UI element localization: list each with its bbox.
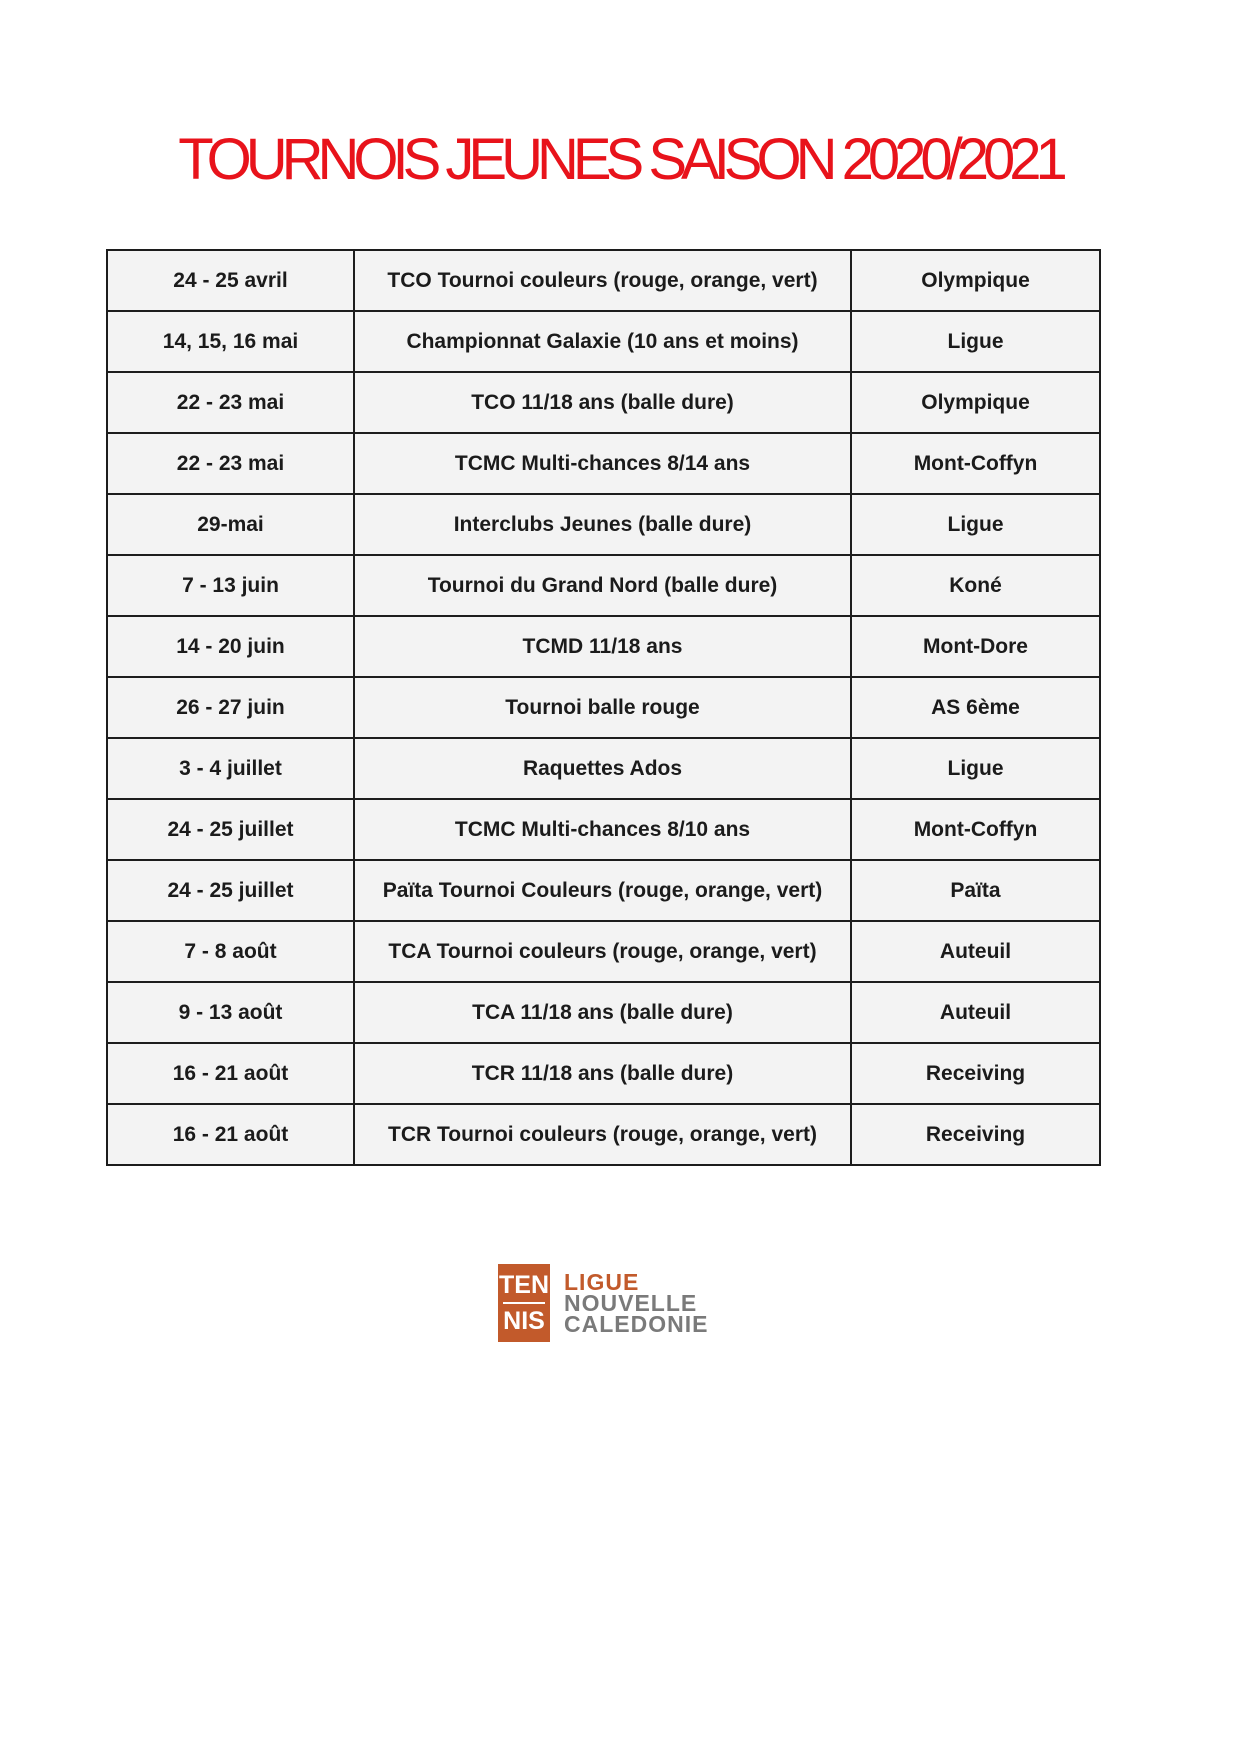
event-cell: Païta Tournoi Couleurs (rouge, orange, vert) <box>354 860 851 921</box>
page-title: TOURNOIS JEUNES SAISON 2020/2021 <box>178 127 1062 192</box>
schedule-body <box>107 250 1100 1165</box>
venue-cell: Olympique <box>851 372 1100 433</box>
venue-cell: Koné <box>851 555 1100 616</box>
venue-cell: Mont-Coffyn <box>851 433 1100 494</box>
venue-cell: Receiving <box>851 1043 1100 1104</box>
event-cell: Interclubs Jeunes (balle dure) <box>354 494 851 555</box>
venue-cell: Auteuil <box>851 921 1100 982</box>
date-cell: 24 - 25 juillet <box>107 860 354 921</box>
venue-cell: Ligue <box>851 311 1100 372</box>
table-row <box>107 982 1100 1043</box>
venue-cell: Receiving <box>851 1104 1100 1165</box>
date-cell: 26 - 27 juin <box>107 677 354 738</box>
date-cell: 7 - 13 juin <box>107 555 354 616</box>
event-cell: TCO 11/18 ans (balle dure) <box>354 372 851 433</box>
date-cell: 14, 15, 16 mai <box>107 311 354 372</box>
table-row <box>107 250 1100 311</box>
table-row <box>107 555 1100 616</box>
event-cell: Championnat Galaxie (10 ans et moins) <box>354 311 851 372</box>
event-cell: Raquettes Ados <box>354 738 851 799</box>
tennis-logo-mark <box>498 1264 550 1342</box>
date-cell: 16 - 21 août <box>107 1104 354 1165</box>
table-row <box>107 799 1100 860</box>
table-row <box>107 616 1100 677</box>
venue-cell: Olympique <box>851 250 1100 311</box>
logo-box-bottom: NIS <box>503 1307 545 1335</box>
venue-cell: Mont-Coffyn <box>851 799 1100 860</box>
venue-cell: Auteuil <box>851 982 1100 1043</box>
table-row <box>107 372 1100 433</box>
table-row <box>107 1104 1100 1165</box>
event-cell: TCMC Multi-chances 8/14 ans <box>354 433 851 494</box>
event-cell: Tournoi balle rouge <box>354 677 851 738</box>
event-cell: TCMC Multi-chances 8/10 ans <box>354 799 851 860</box>
logo-line-ligue: LIGUE <box>564 1268 640 1295</box>
ligue-tennis-logo <box>498 1264 708 1342</box>
date-cell: 16 - 21 août <box>107 1043 354 1104</box>
date-cell: 24 - 25 juillet <box>107 799 354 860</box>
event-cell: TCA 11/18 ans (balle dure) <box>354 982 851 1043</box>
table-row <box>107 494 1100 555</box>
date-cell: 22 - 23 mai <box>107 433 354 494</box>
table-row <box>107 860 1100 921</box>
event-cell: Tournoi du Grand Nord (balle dure) <box>354 555 851 616</box>
logo-line-caledonie: CALEDONIE <box>564 1310 709 1337</box>
event-cell: TCA Tournoi couleurs (rouge, orange, vert) <box>354 921 851 982</box>
table-row <box>107 311 1100 372</box>
date-cell: 22 - 23 mai <box>107 372 354 433</box>
date-cell: 7 - 8 août <box>107 921 354 982</box>
table-row <box>107 738 1100 799</box>
event-cell: TCMD 11/18 ans <box>354 616 851 677</box>
event-cell: TCO Tournoi couleurs (rouge, orange, vert) <box>354 250 851 311</box>
date-cell: 29-mai <box>107 494 354 555</box>
date-cell: 9 - 13 août <box>107 982 354 1043</box>
logo-box-top: TEN <box>499 1271 549 1299</box>
logo-line-nouvelle: NOUVELLE <box>564 1289 698 1316</box>
venue-cell: Mont-Dore <box>851 616 1100 677</box>
table-row <box>107 677 1100 738</box>
date-cell: 3 - 4 juillet <box>107 738 354 799</box>
table-row <box>107 1043 1100 1104</box>
venue-cell: AS 6ème <box>851 677 1100 738</box>
date-cell: 14 - 20 juin <box>107 616 354 677</box>
table-row <box>107 921 1100 982</box>
event-cell: TCR Tournoi couleurs (rouge, orange, vert) <box>354 1104 851 1165</box>
event-cell: TCR 11/18 ans (balle dure) <box>354 1043 851 1104</box>
date-cell: 24 - 25 avril <box>107 250 354 311</box>
table-row <box>107 433 1100 494</box>
venue-cell: Ligue <box>851 738 1100 799</box>
venue-cell: Païta <box>851 860 1100 921</box>
venue-cell: Ligue <box>851 494 1100 555</box>
tournament-schedule-table <box>106 249 1101 1166</box>
logo-wordmark <box>564 1264 708 1342</box>
